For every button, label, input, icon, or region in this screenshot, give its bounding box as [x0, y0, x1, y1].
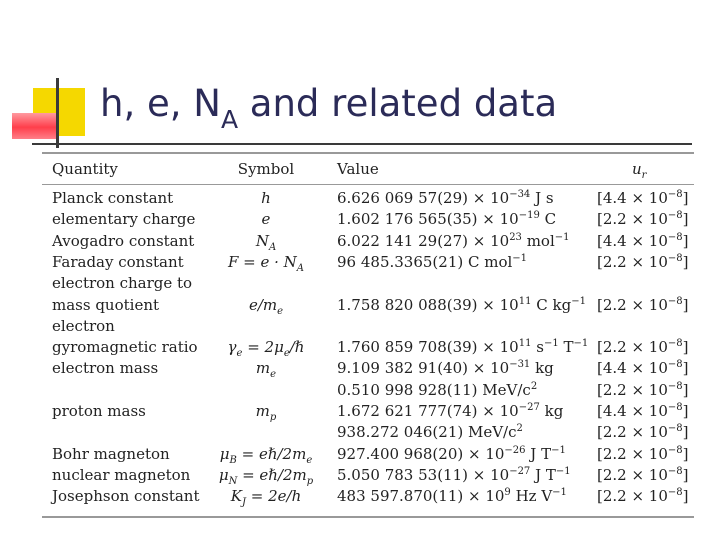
cell-ur: [597, 232, 689, 250]
ur-text: ]: [682, 231, 689, 250]
ur-text: [4.4 × 10: [597, 189, 668, 207]
value-text: 1.602 176 565(35) × 10: [337, 210, 519, 229]
ur-exponent: −8: [667, 295, 683, 307]
value-unit: kg: [530, 359, 554, 378]
value-unit: kg: [539, 402, 564, 420]
table-row: [42, 295, 694, 316]
ur-exponent: −8: [667, 465, 683, 477]
cell-value: [337, 338, 588, 356]
cell-quantity: nuclear magneton: [52, 465, 191, 484]
ur-text: ]: [682, 210, 689, 229]
table-row: [42, 337, 694, 358]
cell-ur: [597, 296, 689, 314]
cell-ur: [597, 189, 689, 207]
symbol-text: μ: [219, 444, 230, 463]
value-text: 9.109 382 91(40) × 10: [337, 359, 510, 378]
ur-text: ]: [682, 295, 689, 314]
value-unit: J s: [530, 189, 554, 207]
symbol-subscript: e: [306, 454, 313, 466]
cell-value: [337, 423, 523, 441]
value-exponent: 2: [530, 380, 538, 392]
ur-text: [2.2 × 10: [597, 465, 668, 484]
header-symbol: Symbol: [237, 160, 295, 178]
value-unit: s: [531, 338, 544, 357]
value-exponent: −19: [518, 210, 540, 222]
symbol-text: μ: [218, 465, 229, 484]
value-exponent: 9: [504, 487, 511, 499]
value-unit: C kg: [531, 295, 572, 314]
ur-text: ]: [682, 252, 689, 271]
decor-vertical-line: [56, 78, 59, 148]
ur-exponent: −8: [667, 231, 683, 243]
value-exponent: −27: [518, 402, 540, 413]
value-text: 6.626 069 57(29) × 10: [337, 189, 510, 207]
table-header: [42, 154, 694, 185]
cell-quantity: Avogadro constant: [52, 231, 195, 250]
table-row: [42, 444, 694, 465]
cell-ur: [597, 359, 689, 377]
ur-text: [4.4 × 10: [597, 231, 668, 250]
decor-red-bar: [12, 113, 58, 139]
value-exponent: 11: [518, 295, 532, 307]
value-unit: J T: [525, 444, 552, 463]
value-unit-exponent: −1: [573, 338, 589, 350]
cell-value: [337, 402, 563, 420]
cell-ur: [597, 210, 689, 228]
value-exponent: 2: [516, 423, 523, 435]
ur-exponent: −8: [667, 402, 683, 413]
ur-text: [4.4 × 10: [597, 359, 668, 378]
value-exponent: −31: [509, 359, 531, 371]
cell-value: [337, 189, 554, 207]
cell-value: [337, 381, 537, 399]
cell-value: [337, 487, 567, 505]
ur-text: [2.2 × 10: [597, 252, 668, 271]
table-row: [42, 465, 694, 486]
symbol-subscript: e: [277, 305, 284, 317]
ur-text: [2.2 × 10: [597, 295, 668, 314]
value-exponent: 23: [509, 231, 522, 243]
cell-quantity: gyromagnetic ratio: [52, 338, 198, 357]
cell-ur: [597, 381, 689, 399]
cell-symbol: [198, 253, 334, 274]
table-row: [42, 316, 694, 337]
ur-exponent: −8: [667, 338, 683, 350]
ur-text: [4.4 × 10: [597, 402, 668, 420]
cell-symbol: [198, 232, 334, 253]
cell-symbol: [198, 296, 334, 317]
value-unit: mol: [521, 231, 555, 250]
cell-ur: [597, 338, 689, 356]
value-exponent: −34: [509, 189, 531, 200]
symbol-subscript: p: [269, 412, 277, 423]
cell-symbol: [198, 487, 334, 508]
cell-quantity: mass quotient: [52, 295, 160, 314]
ur-text: ]: [682, 465, 689, 484]
table-row: [42, 231, 694, 252]
cell-quantity: proton mass: [52, 402, 146, 420]
cell-ur: [597, 445, 689, 463]
ur-text: [2.2 × 10: [597, 487, 668, 506]
cell-symbol: [198, 189, 334, 207]
value-exponent: 11: [518, 338, 532, 350]
value-text: 6.022 141 29(27) × 10: [337, 231, 510, 250]
decor-horizontal-line: [32, 143, 692, 145]
table-row: [42, 209, 694, 230]
ur-exponent: −8: [667, 210, 683, 222]
cell-value: [337, 253, 527, 271]
symbol-text: = eℏ/2m: [237, 465, 307, 484]
ur-text: [2.2 × 10: [597, 380, 668, 399]
cell-value: [337, 359, 554, 377]
cell-ur: [597, 253, 689, 271]
symbol-subscript: e: [283, 348, 290, 360]
cell-quantity: electron charge to: [52, 274, 193, 293]
cell-value: [337, 232, 570, 250]
value-unit-exponent: −1: [551, 444, 566, 456]
table-row: [42, 486, 694, 507]
ur-text: ]: [682, 189, 689, 207]
value-unit: Hz V: [510, 487, 553, 506]
cell-ur: [597, 402, 689, 420]
ur-exponent: −8: [667, 189, 683, 200]
value-unit-exponent: −1: [571, 295, 586, 307]
symbol-text: = eℏ/2m: [236, 444, 307, 463]
ur-text: [2.2 × 10: [597, 423, 668, 442]
value-unit-exponent: −1: [555, 465, 571, 477]
cell-symbol: [198, 338, 334, 359]
value-text: 5.050 783 53(11) × 10: [337, 465, 510, 484]
ur-text: ]: [682, 423, 689, 442]
title-rest: and related data: [238, 82, 558, 125]
value-unit-exponent: −1: [554, 231, 570, 243]
ur-exponent: −8: [667, 252, 683, 264]
symbol-text: N: [255, 231, 269, 250]
symbol-text: = 2e/h: [245, 487, 302, 506]
ur-text: ]: [682, 338, 689, 357]
symbol-text: m: [255, 359, 271, 378]
cell-symbol: [198, 466, 334, 487]
header-quantity: Quantity: [52, 160, 118, 178]
symbol-subscript: J: [241, 497, 246, 509]
cell-ur: [597, 466, 689, 484]
symbol-text: F = e · N: [227, 252, 297, 271]
cell-quantity: Planck constant: [52, 189, 174, 207]
symbol-subscript: A: [296, 262, 305, 274]
value-text: 96 485.3365(21) C mol: [337, 252, 513, 271]
table-row: [42, 252, 694, 273]
ur-text: [2.2 × 10: [597, 210, 668, 229]
value-text: 1.672 621 777(74) × 10: [337, 402, 519, 420]
value-unit-exponent: −1: [543, 338, 559, 350]
symbol-text: = 2μ: [242, 338, 284, 357]
ur-exponent: −8: [667, 359, 683, 371]
table-row: [42, 422, 694, 443]
cell-ur: [597, 487, 689, 505]
value-text: 1.758 820 088(39) × 10: [337, 295, 519, 314]
symbol-subscript: e: [236, 348, 243, 360]
value-text: 938.272 046(21) MeV/c: [337, 423, 517, 442]
ur-text: ]: [682, 402, 689, 420]
value-text: 927.400 968(20) × 10: [337, 444, 505, 463]
ur-text: ]: [682, 359, 689, 378]
symbol-subscript: p: [306, 475, 314, 487]
title-subscript: A: [220, 105, 239, 134]
cell-symbol: [198, 210, 334, 228]
table-row: [42, 380, 694, 401]
cell-value: [337, 296, 586, 314]
ur-exponent: −8: [667, 487, 683, 499]
symbol-subscript: A: [268, 241, 277, 253]
cell-symbol: [198, 402, 334, 423]
header-value: Value: [337, 160, 379, 178]
value-text: 1.760 859 708(39) × 10: [337, 338, 519, 357]
ur-text: [2.2 × 10: [597, 444, 668, 463]
table-row: [42, 358, 694, 379]
ur-exponent: −8: [667, 423, 683, 435]
symbol-text: h: [261, 189, 271, 207]
cell-quantity: Bohr magneton: [52, 444, 170, 463]
cell-value: [337, 466, 571, 484]
symbol-text: e: [261, 210, 271, 229]
header-ur: $u_r$: [632, 160, 647, 181]
value-unit: J T: [530, 465, 556, 484]
table-row: [42, 401, 694, 422]
symbol-text: /ℏ: [289, 338, 305, 357]
page-title: [100, 82, 558, 134]
cell-value: [337, 210, 556, 228]
cell-quantity: electron mass: [52, 359, 159, 378]
cell-symbol: [198, 445, 334, 466]
ur-text: [2.2 × 10: [597, 338, 668, 357]
symbol-text: γ: [227, 338, 237, 357]
cell-quantity: electron: [52, 316, 115, 335]
value-text: 0.510 998 928(11) MeV/c: [337, 380, 531, 399]
cell-ur: [597, 423, 689, 441]
value-exponent: −1: [512, 252, 528, 264]
value-unit: C: [539, 210, 557, 229]
table-row: [42, 188, 694, 209]
table-row: [42, 273, 694, 294]
title-main: h, e, N: [100, 82, 221, 125]
cell-quantity: Josephson constant: [52, 487, 200, 506]
ur-exponent: −8: [667, 380, 683, 392]
ur-text: ]: [682, 380, 689, 399]
cell-quantity: elementary charge: [52, 210, 196, 229]
ur-exponent: −8: [667, 444, 683, 456]
constants-table: [42, 152, 694, 518]
ur-text: ]: [682, 487, 689, 506]
symbol-text: K: [230, 487, 242, 506]
symbol-subscript: N: [228, 475, 238, 487]
symbol-text: m: [255, 402, 270, 420]
symbol-subscript: e: [270, 369, 277, 381]
symbol-subscript: B: [229, 454, 237, 466]
value-exponent: −27: [509, 465, 531, 477]
cell-symbol: [198, 359, 334, 380]
cell-quantity: Faraday constant: [52, 252, 184, 271]
symbol-text: e/m: [248, 295, 278, 314]
value-unit-exponent: −1: [552, 487, 567, 499]
value-text: 483 597.870(11) × 10: [337, 487, 505, 506]
value-unit: T: [558, 338, 574, 357]
cell-value: [337, 445, 566, 463]
ur-text: ]: [682, 444, 689, 463]
value-exponent: −26: [504, 444, 526, 456]
